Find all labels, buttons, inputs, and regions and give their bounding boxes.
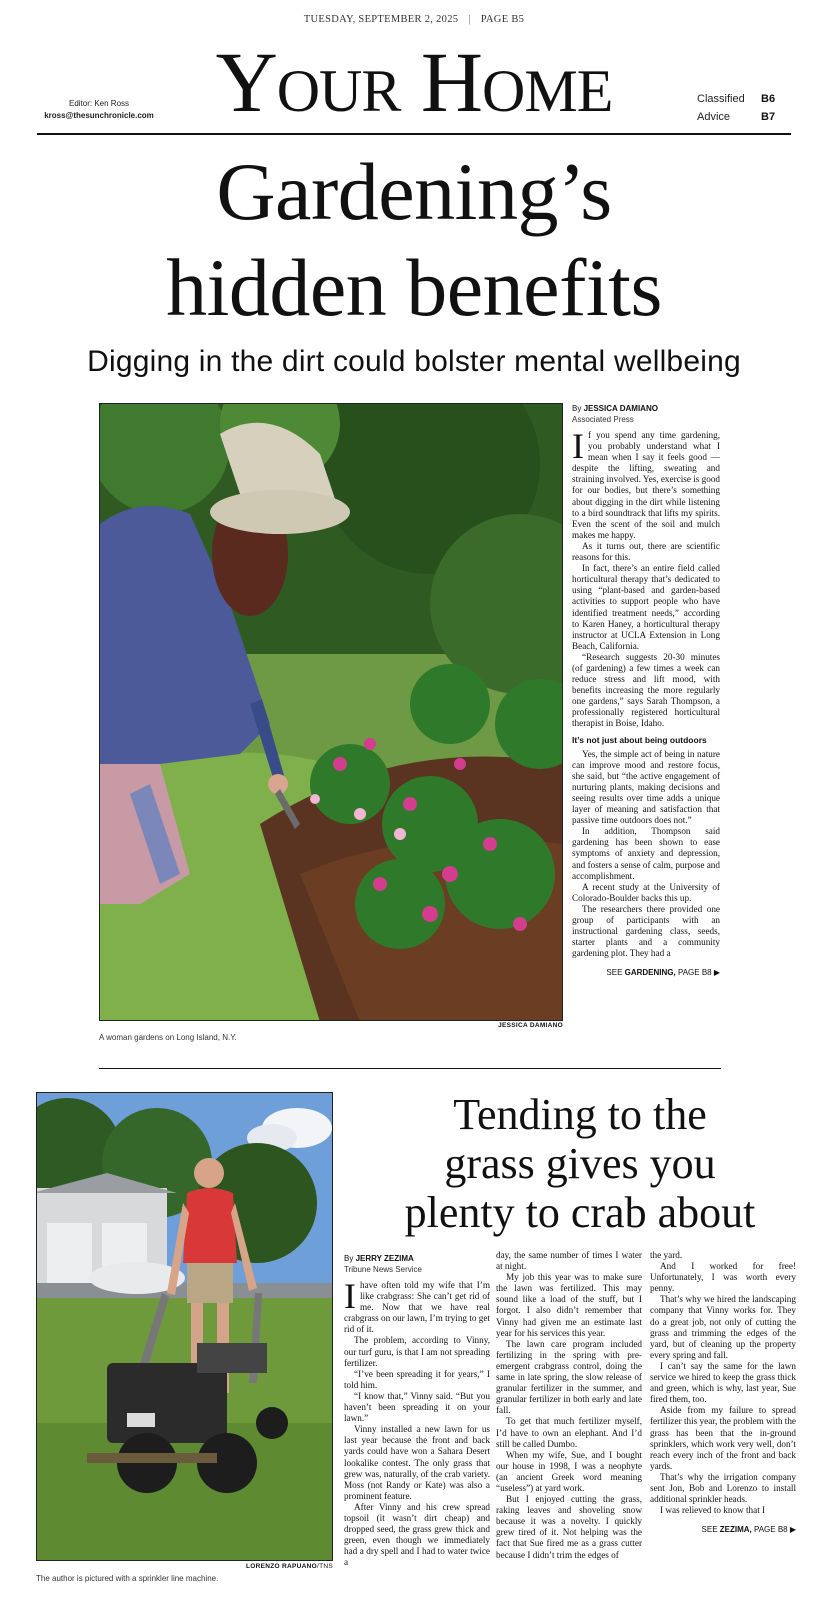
index-row-advice [697,108,775,126]
mower-photo [36,1092,333,1561]
jump-prefix: SEE [606,968,625,978]
photographer-name: LORENZO RAPUANO [246,1563,317,1570]
index-label: Classified [697,93,745,105]
paragraph: “Research suggests 20-30 minutes (of gardening) a few times a week can reduce stress and lift mood, with benefits increasing the more regularly one gardens,” says Sarah Thompson, a professionally registered horticultural therapist in Boise, Idaho. [572,651,720,729]
paragraph: I can’t say the same for the lawn service we hired to keep the grass thick and green, which is why, last year, Sue fired them, too. [650,1360,796,1405]
jump-page: PAGE B8 ▶ [751,1525,796,1535]
headline-line: grass gives you [444,1139,716,1188]
index-row-classified [697,90,775,108]
dropcap: I [572,426,584,466]
author-name: JESSICA DAMIANO [583,404,658,413]
jump-line[interactable] [572,967,720,978]
paragraph: The lawn care program included fertilizing in the spring with pre-emergent crabgrass control, doing the same in late spring, the slow release of granular fertilizer in the summer, and granular fertilizer in both early and late fall. [496,1338,642,1416]
gardening-photo-illustration [100,404,563,1021]
photo-caption: The author is pictured with a sprinkler line machine. [36,1574,219,1583]
section-title: Your Home [215,34,613,130]
header-rule [37,133,791,135]
byline-prefix: By [572,404,584,413]
paragraph [572,426,721,541]
author-name: JERRY ZEZIMA [355,1254,414,1263]
story2-headline [340,1090,820,1237]
byline-prefix: By [344,1254,356,1263]
paragraph: The researchers there provided one group of participants with an instructional gardening class, seeds, starter plants and a community gardening plot. They had a [572,903,720,959]
article-body [344,1276,490,1568]
photo-caption: A woman gardens on Long Island, N.Y. [99,1033,237,1042]
paragraph: Vinny installed a new lawn for us last year because the front and back yards could have won a Sahara Desert lookalike contest. The only grass that grew was, naturally, of the crab variety. Moss (not Randy or Kate) was also a prominent feature. [344,1424,490,1501]
agency: Tribune News Service [344,1265,422,1274]
paragraph: And I worked for free! Unfortunately, I was worth every penny. [650,1261,796,1294]
paragraph: My job this year was to make sure the lawn was fertilized. This may sound like a load of the stuff, but I forgot. I also didn’t remember that Vinny had given me an estimate last year for his services this year. [496,1272,642,1338]
paragraph: day, the same number of times I water at night. [496,1250,642,1272]
paragraph: In addition, Thompson said gardening has been shown to ease symptoms of anxiety and depression, and fosters a sense of calm, purpose and accomplishment. [572,826,720,881]
paragraph: But I enjoyed cutting the grass, raking leaves and shoveling snow because it was a novelty. I quickly grew tired of it. Not helping was the fact that Sue fired me as a grass cutter because I didn’t trim the edges of [496,1494,642,1560]
agency: Associated Press [572,415,634,424]
jump-prefix: SEE [701,1525,720,1535]
editor-email: kross@thesunchronicle.com [44,111,154,120]
paragraph: To get that much fertilizer myself, I’d have to own an elephant. And I’d still be called Dumbo. [496,1416,642,1449]
story1-headline [0,144,828,336]
paragraph: That’s why the irrigation company sent Jon, Bob and Lorenzo to install additional sprinkler heads. [650,1471,796,1505]
dateline [0,14,828,25]
headline-line: plenty to crab about [404,1188,756,1237]
paragraph: As it turns out, there are scientific reasons for this. [572,540,720,563]
paragraph: A recent study at the University of Colorado-Boulder backs this up. [572,881,720,903]
story1-deck: Digging in the dirt could bolster mental wellbeing [87,345,741,378]
byline [572,404,720,414]
gardening-photo [99,403,563,1021]
headline-line: hidden benefits [166,242,662,333]
index-page: B7 [761,111,776,123]
photo-agency: /TNS [316,1563,333,1570]
paragraph: Aside from my failure to spread fertilizer this year, the problem with the grass has been that the in-ground sprinklers, which work very well, don’t reach every inch of the front and back yards. [650,1405,796,1471]
story-divider [99,1068,721,1069]
article-body [650,1250,796,1516]
paragraph: That’s why we hired the landscaping company that Vinny works for. They do a great job, not only of cutting the grass and trimming the edges of the yard, but of cleaning up the property every spring and fall. [650,1294,796,1360]
dropcap: I [344,1276,356,1316]
headline-line: Tending to the [453,1090,707,1139]
mower-photo-illustration [37,1093,333,1561]
dateline-separator: | [468,14,471,25]
photo-credit [36,1563,333,1570]
paragraph: “I know that,” Vinny said. “But you haven’t been spreading it on your lawn.” [344,1390,490,1424]
paragraph: “I’ve been spreading it for years,” I told him. [344,1368,490,1390]
subhead: It’s not just about being outdoors [572,734,707,745]
section-index [697,90,775,126]
paragraph: the yard. [650,1250,683,1260]
paragraph-text: f you spend any time gardening, you probably understand what I mean when I say it feels good — despite the lifting, sweating and straining involved. Yes, exercise is good for our bodies, but there’s something about digging in the dirt while listening to a bird soundtrack that lifts my spirits. Even the scent of the soil and mulch makes me happy. [572,430,721,540]
page-number: PAGE B5 [480,14,525,25]
story2-column-1 [344,1254,490,1568]
article-body [496,1250,642,1561]
photo-credit: JESSICA DAMIANO [498,1022,563,1029]
paragraph: I was relieved to know that I [660,1505,766,1516]
paragraph-text: have often told my wife that I’m like crabgrass: She can’t get rid of me. Now that we have real crabgrass on our lawn, I’m trying to get rid of it. [344,1280,490,1335]
story2-column-3 [650,1250,796,1535]
paragraph: The problem, according to Vinny, our turf guru, is that I am not spreading fertilizer. [344,1335,490,1368]
article-body [572,426,721,959]
editor-name: Editor: Ken Ross [68,99,130,108]
index-page: B6 [761,93,776,105]
story1-column [572,404,720,979]
jump-keyword: ZEZIMA, [719,1525,752,1535]
index-label: Advice [697,111,731,123]
jump-keyword: GARDENING, [624,968,676,978]
issue-date: TUESDAY, SEPTEMBER 2, 2025 [303,14,459,25]
paragraph: In fact, there’s an entire field called horticultural therapy that’s dedicated to using “plant-based and garden-based activities to support people who have identified treatment needs,” according to Karen Haney, a horticultural therapy instructor at UCLA Extension in Long Beach, California. [572,563,720,651]
jump-page: PAGE B8 ▶ [675,968,720,978]
story2-column-2 [496,1250,642,1561]
jump-line[interactable] [650,1524,796,1535]
paragraph: Yes, the simple act of being in nature can improve mood and restore focus, she said, but “the active engagement of nurturing plants, making decisions and seeing results over time adds a unique layer of meaning and satisfaction that passive time outdoors does not.” [572,748,720,826]
byline [344,1254,490,1264]
paragraph: When my wife, Sue, and I bought our house in 1998, I was a neophyte (an ancient Greek word meaning “useless”) at yard work. [496,1449,642,1493]
paragraph [344,1276,490,1335]
headline-line: Gardening’s [216,146,612,237]
paragraph: After Vinny and his crew spread topsoil (it wasn’t dirt cheap) and dropped seed, the grass grew thick and green, even though we immediately had a dry spell and I had to water twice a [344,1501,490,1568]
